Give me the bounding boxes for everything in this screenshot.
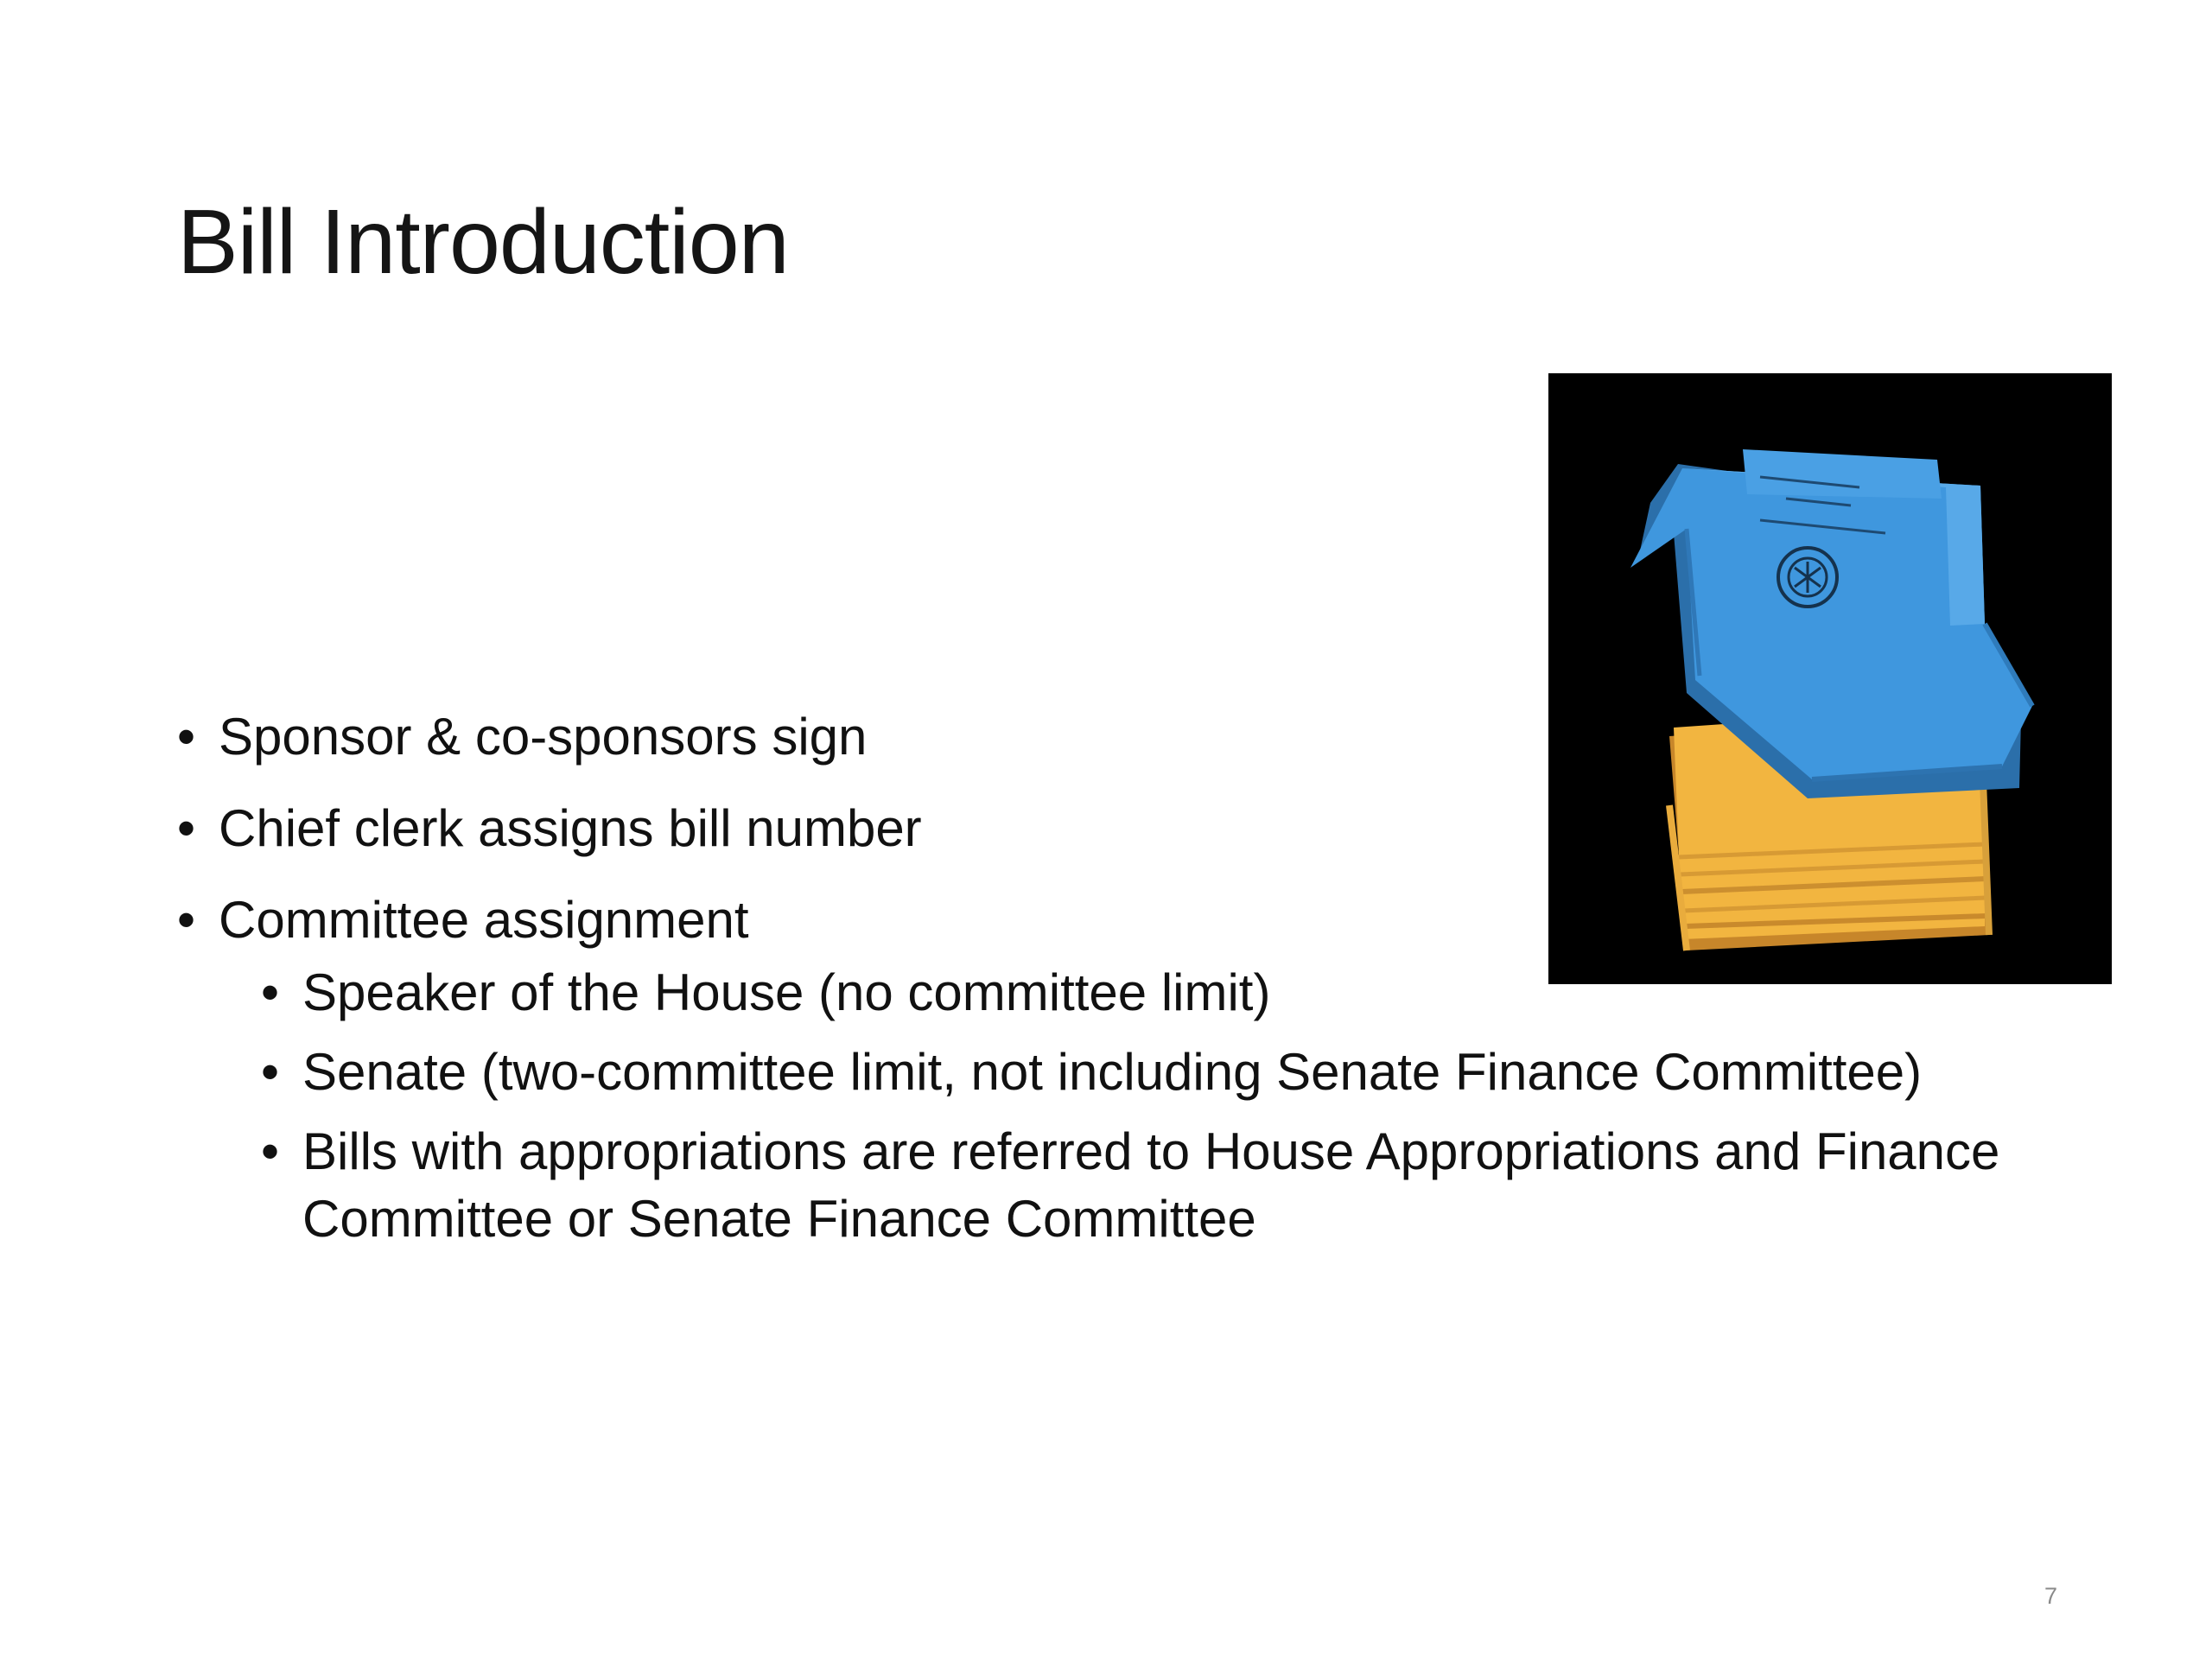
bullet-list — [177, 702, 2113, 1265]
bullet-text: Sponsor & co-sponsors sign — [219, 708, 868, 766]
sub-bullet-item — [261, 1039, 2031, 1106]
bullet-marker: • — [177, 891, 196, 949]
bullet-item — [177, 885, 2113, 956]
sub-bullet-text: Bills with appropriations are referred to House Appropriations and Finance Committee or Senate Finance Committee — [302, 1122, 2000, 1248]
bullet-marker: • — [177, 708, 196, 766]
slide-title: Bill Introduction — [177, 191, 789, 293]
sub-bullet-text: Senate (two-committee limit, not including Senate Finance Committee) — [302, 1043, 1923, 1101]
bullet-item — [177, 793, 2113, 864]
sub-bullet-marker: • — [261, 1043, 280, 1101]
sub-bullet-text: Speaker of the House (no committee limit) — [302, 963, 1271, 1021]
page-number: 7 — [2044, 1583, 2058, 1609]
sub-bullet-marker: • — [261, 1122, 280, 1180]
bullet-text: Committee assignment — [219, 891, 749, 949]
sub-bullet-item — [261, 959, 2031, 1027]
bullet-marker: • — [177, 799, 196, 857]
bullet-text: Chief clerk assigns bill number — [219, 799, 922, 857]
bullet-item — [177, 702, 2113, 772]
sub-bullet-item — [261, 1118, 2031, 1253]
sub-bullet-marker: • — [261, 963, 280, 1021]
